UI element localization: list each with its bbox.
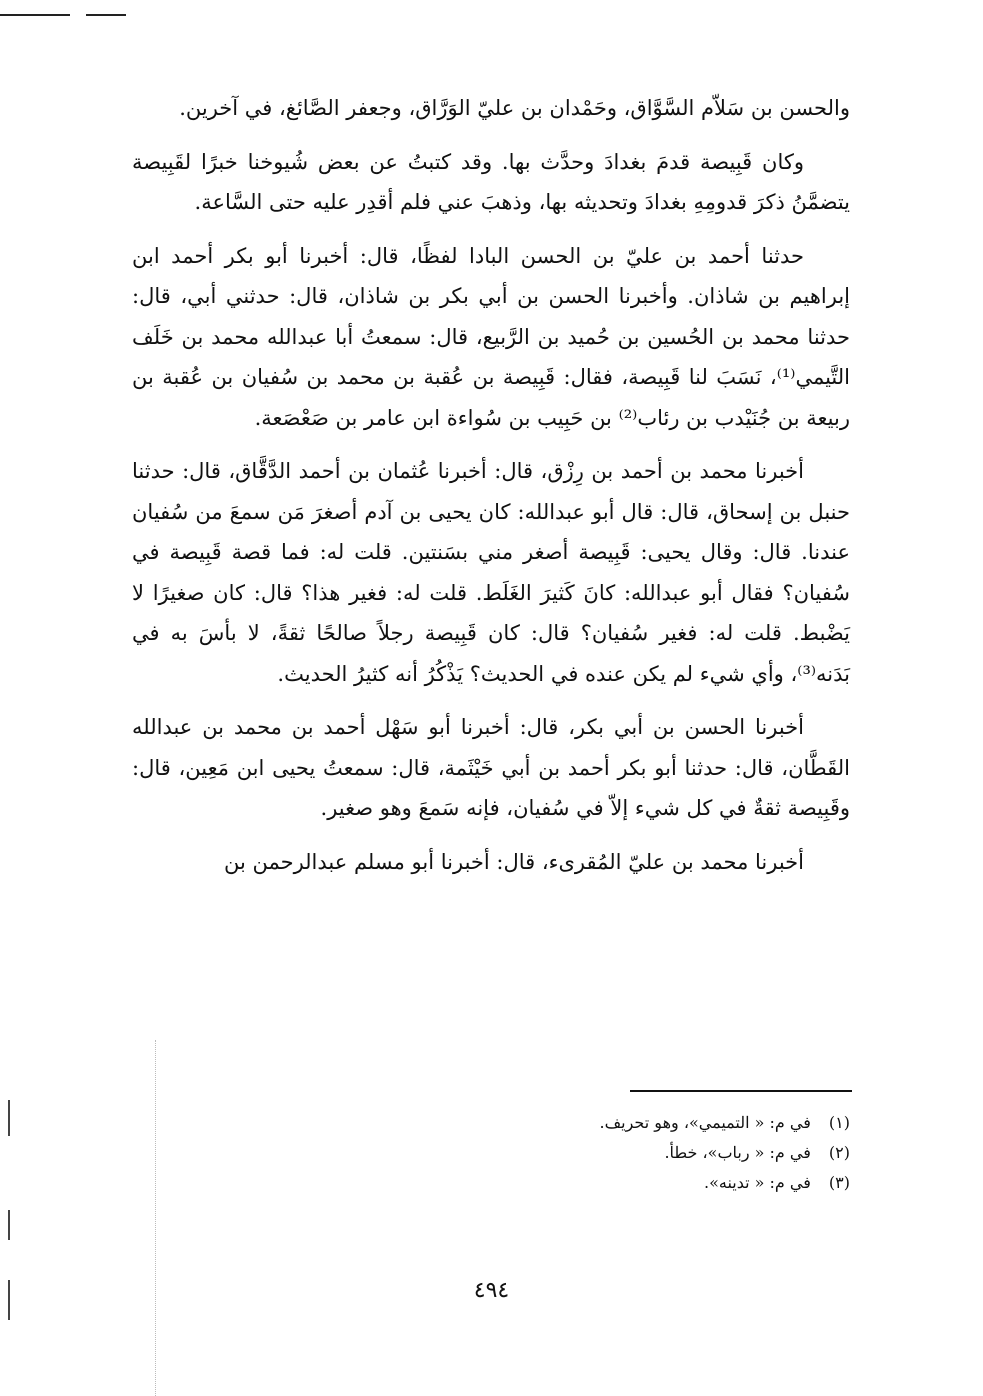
- footnote-separator: [630, 1090, 852, 1092]
- paragraph-1: والحسن بن سَلاّم السَّوَّاق، وحَمْدان بن عليّ الوَرَّاق، وجعفر الصَّائغ، في آخرين.: [179, 96, 850, 120]
- footnote-text: في م: « تدينه».: [703, 1173, 811, 1192]
- footnote-text: في م: « التميمي»، وهو تحريف.: [599, 1113, 811, 1132]
- paragraph-3: حدثنا أحمد بن عليّ بن الحسن البادا لفظًا، قال: أخبرنا أبو بكر أحمد ابن إبراهيم بن شاذان. وأخبرنا الحسن بن أبي بكر بن شاذان، قال: حدثني أبي، قال: حدثنا محمد بن الحُسين بن حُميد بن الرَّبيع، قال: سمعتُ أبا عبدالله محمد بن خَلَف التَّيمي⁽¹⁾، نَسَبَ لنا قَبِيصة، فقال: قَبِيصة بن عُقبة بن محمد بن سُفيان بن عُقبة بن ربيعة بن جُنَيْدب بن رئاب⁽²⁾ بن حَبِيب بن سُواءة ابن عامر بن صَعْصَعة.: [132, 243, 850, 430]
- footnote-2: [250, 1138, 850, 1168]
- scan-edge-mark: [8, 1100, 10, 1136]
- footnote-text: في م: « رباب»، خطأ.: [664, 1143, 811, 1162]
- scan-dotted-line: [155, 1040, 157, 1396]
- paragraph-5: أخبرنا الحسن بن أبي بكر، قال: أخبرنا أبو سَهْل أحمد بن محمد بن عبدالله القَطَّان، قال: حدثنا أبو بكر أحمد بن أبي خَيْثَمة، قال: سمعتُ يحيى ابن مَعِين، قال: وقَبِيصة ثقةٌ في كل شيء إلاّ في سُفيان، فإنه سَمعَ وهو صغير.: [132, 715, 850, 820]
- footnote-number: (٣): [828, 1173, 850, 1192]
- page-number: ٤٩٤: [473, 1278, 510, 1303]
- scan-edge-mark: [8, 1210, 10, 1240]
- footnote-number: (٢): [828, 1143, 850, 1162]
- paragraph-4: أخبرنا محمد بن أحمد بن رِزْق، قال: أخبرنا عُثمان بن أحمد الدَّقَّاق، قال: حدثنا حنبل بن إسحاق، قال: قال أبو عبدالله: كان يحيى بن آدم أصغرَ مَن سمعَ من سُفيان عندنا. قال: وقال يحيى: قَبِيصة أصغر مني بسَنتين. قلت له: فما قصة قَبِيصة في سُفيان؟ فقال أبو عبدالله: كانَ كَثيرَ الغَلَط. قلت له: فغير هذا؟ قال: كان صغيرًا لا يَضْبط. قلت له: فغير سُفيان؟ قال: كان قَبِيصة رجلاً صالحًا ثقةً، لا بأسَ به في بَدَنه⁽³⁾، وأي شيء لم يكن عنده في الحديث؟ يَذْكُرُ أنه كثيرُ الحديث.: [132, 459, 850, 686]
- paragraph-2: وكان قَبِيصة قدمَ بغدادَ وحدَّث بها. وقد كتبتُ عن بعض شُيوخنا خبرًا لقَبِيصة يتضمَّنُ ذكرَ قدومِهِ بغدادَ وتحديثه بها، وذهبَ عني فلم أقدِر عليه حتى السَّاعة.: [132, 149, 850, 214]
- footnotes: [250, 1108, 850, 1198]
- scan-line-top-mid: [86, 14, 126, 16]
- paragraph-6: أخبرنا محمد بن عليّ المُقرىء، قال: أخبرنا أبو مسلم عبدالرحمن بن: [223, 849, 804, 874]
- scan-line-top-left: [0, 14, 70, 16]
- footnote-3: [250, 1168, 850, 1198]
- footnote-1: [250, 1108, 850, 1138]
- footnote-number: (١): [828, 1113, 850, 1132]
- page-body: [132, 88, 850, 895]
